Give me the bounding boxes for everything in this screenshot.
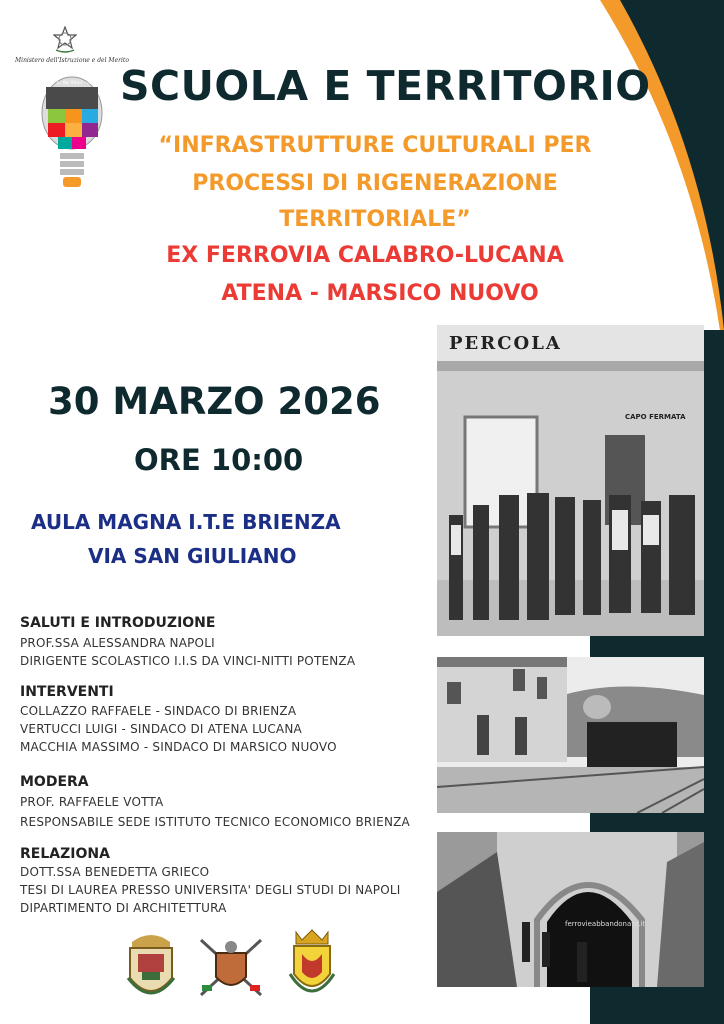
program-line: MACCHIA MASSIMO - SINDACO DI MARSICO NUOVO	[20, 740, 337, 754]
event-time: ORE 10:00	[134, 443, 304, 477]
event-date: 30 MARZO 2026	[48, 380, 381, 423]
lightbulb-puzzle-logo-icon	[40, 73, 104, 191]
program-line: DIPARTIMENTO DI ARCHITETTURA	[20, 901, 227, 915]
section-relaziona-heading: RELAZIONA	[20, 846, 110, 862]
program-line: PROF. RAFFAELE VOTTA	[20, 795, 164, 809]
route-line1: EX FERROVIA CALABRO-LUCANA	[166, 243, 564, 268]
school-logo-text: I.I.S. L. da Vinci - Nitti Potenza	[44, 80, 120, 86]
section-interventi-heading: INTERVENTI	[20, 684, 114, 700]
photo-watermark: ferrovieabbandonate.it	[565, 920, 646, 928]
program-line: TESI DI LAUREA PRESSO UNIVERSITA' DEGLI STUDI DI NAPOLI	[20, 883, 401, 897]
subtitle-line3: TERRITORIALE”	[279, 207, 471, 232]
program-line: RESPONSABILE SEDE ISTITUTO TECNICO ECONOMICO BRIENZA	[20, 815, 410, 829]
atena-lucana-crest-icon	[196, 935, 266, 1001]
station-sub-sign: CAPO FERMATA	[625, 413, 686, 421]
ministry-text: Ministero dell'Istruzione e del Merito	[15, 57, 129, 64]
route-line2: ATENA - MARSICO NUOVO	[221, 281, 539, 306]
subtitle-line2: PROCESSI DI RIGENERAZIONE	[192, 171, 558, 196]
brienza-crest-icon	[124, 928, 178, 1006]
tunnel-photo	[437, 832, 704, 987]
venue-line2: VIA SAN GIULIANO	[88, 544, 297, 568]
venue-line1: AULA MAGNA I.T.E BRIENZA	[31, 510, 341, 534]
program-line: DOTT.SSA BENEDETTA GRIECO	[20, 865, 210, 879]
station-photo	[437, 325, 704, 636]
section-saluti-heading: SALUTI E INTRODUZIONE	[20, 615, 216, 631]
subtitle-line1: “INFRASTRUTTURE CULTURALI PER	[158, 133, 592, 158]
program-line: PROF.SSA ALESSANDRA NAPOLI	[20, 636, 215, 650]
marsico-nuovo-crest-icon	[284, 928, 340, 1006]
program-line: COLLAZZO RAFFAELE - SINDACO DI BRIENZA	[20, 704, 297, 718]
program-line: DIRIGENTE SCOLASTICO I.I.S DA VINCI-NITTI POTENZA	[20, 654, 356, 668]
station-sign: PERCOLA	[449, 333, 562, 354]
program-line: VERTUCCI LUIGI - SINDACO DI ATENA LUCANA	[20, 722, 302, 736]
train-photo	[437, 657, 704, 813]
page-title: SCUOLA E TERRITORIO	[120, 62, 651, 110]
italian-republic-emblem-icon	[53, 26, 77, 54]
section-modera-heading: MODERA	[20, 774, 89, 790]
